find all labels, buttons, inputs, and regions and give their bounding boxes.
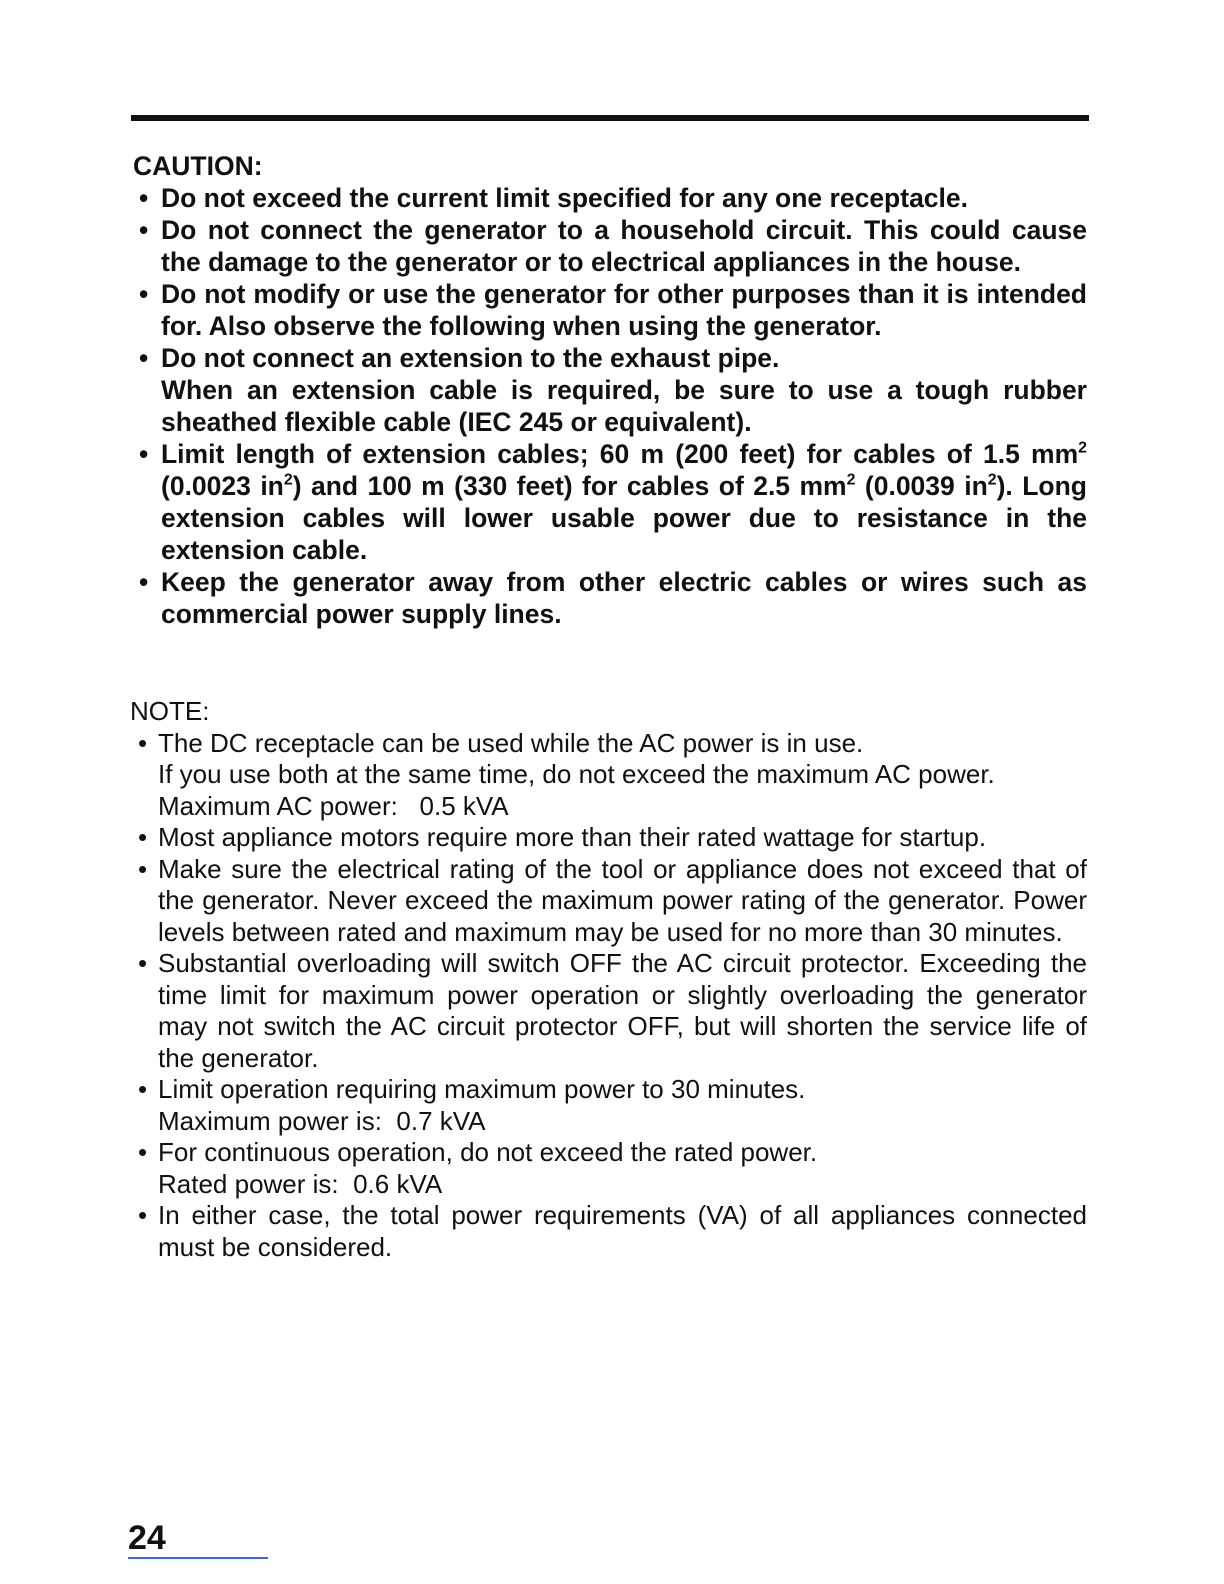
note-max-power-spec: Maximum power is: 0.7 kVA (158, 1105, 486, 1136)
note-max-ac-power-spec: Maximum AC power: 0.5 kVA (158, 790, 509, 821)
caution-item-extension-length: • Limit length of extension cables; 60 m (200 feet) for cables of 1.5 $mm^2$ (0.0023 $in^2$) and 100 m (330 feet) for cables of 2.5 $mm^2$ (0.0039 $in^2$). Long extension cables will lower usable power due to resistance in the extension cable. (133, 438, 1087, 566)
caution-item-household-circuit: • Do not connect the generator to a household circuit. This could cause the damage to the generator or to electrical appliances in the house. (133, 214, 1087, 278)
caution-item-modify-use: • Do not modify or use the generator for other purposes than it is intended for. Also observe the following when using the generator. (133, 278, 1087, 342)
note-item-motor-startup: • Most appliance motors require more than their rated wattage for startup. (130, 822, 1087, 854)
note-section (130, 696, 1087, 1263)
note-both-use-warning: If you use both at the same time, do not exceed the maximum AC power. (158, 759, 995, 789)
page-number-underline (128, 1557, 268, 1559)
caution-item-keep-away-cables: • Keep the generator away from other electric cables or wires such as commercial power supply lines. (133, 566, 1087, 630)
caution-section (133, 150, 1087, 630)
note-heading: NOTE: (130, 696, 210, 726)
caution-item-exhaust-extension: • Do not connect an extension to the exhaust pipe. When an extension cable is required, be sure to use a tough rubber sheathed flexible cable (IEC 245 or equivalent). (133, 342, 1087, 438)
note-item-overloading: • Substantial overloading will switch OFF the AC circuit protector. Exceeding the time limit for maximum power operation or slightly overloading the generator may not switch the AC circuit protector OFF, but will shorten the service life of the generator. (130, 948, 1087, 1074)
note-item-dc-receptacle: • The DC receptacle can be used while the AC power is in use. If you use both at the same time, do not exceed the maximum AC power. Maximum AC power: 0.5 kVA (130, 728, 1087, 823)
note-item-total-power: • In either case, the total power requirements (VA) of all appliances connected must be considered. (130, 1200, 1087, 1263)
note-list (130, 728, 1087, 1264)
caution-extension-cable-note: When an extension cable is required, be sure to use a tough rubber sheathed flexible cable (IEC 245 or equivalent). (161, 375, 1087, 437)
note-item-max-power-time: • Limit operation requiring maximum power to 30 minutes. Maximum power is: 0.7 kVA (130, 1074, 1087, 1137)
caution-heading: CAUTION: (133, 151, 263, 181)
note-item-continuous-operation: • For continuous operation, do not exceed the rated power. Rated power is: 0.6 kVA (130, 1137, 1087, 1200)
caution-list (133, 182, 1087, 630)
note-rated-power-spec: Rated power is: 0.6 kVA (158, 1168, 443, 1199)
note-item-electrical-rating: • Make sure the electrical rating of the tool or appliance does not exceed that of the generator. Never exceed the maximum power rating of the generator. Power levels between rated and maximum may be used for no more than 30 minutes. (130, 854, 1087, 949)
page-number: 24 (128, 1519, 166, 1557)
top-rule (131, 115, 1089, 121)
caution-item-receptacle-limit: • Do not exceed the current limit specified for any one receptacle. (133, 182, 1087, 214)
